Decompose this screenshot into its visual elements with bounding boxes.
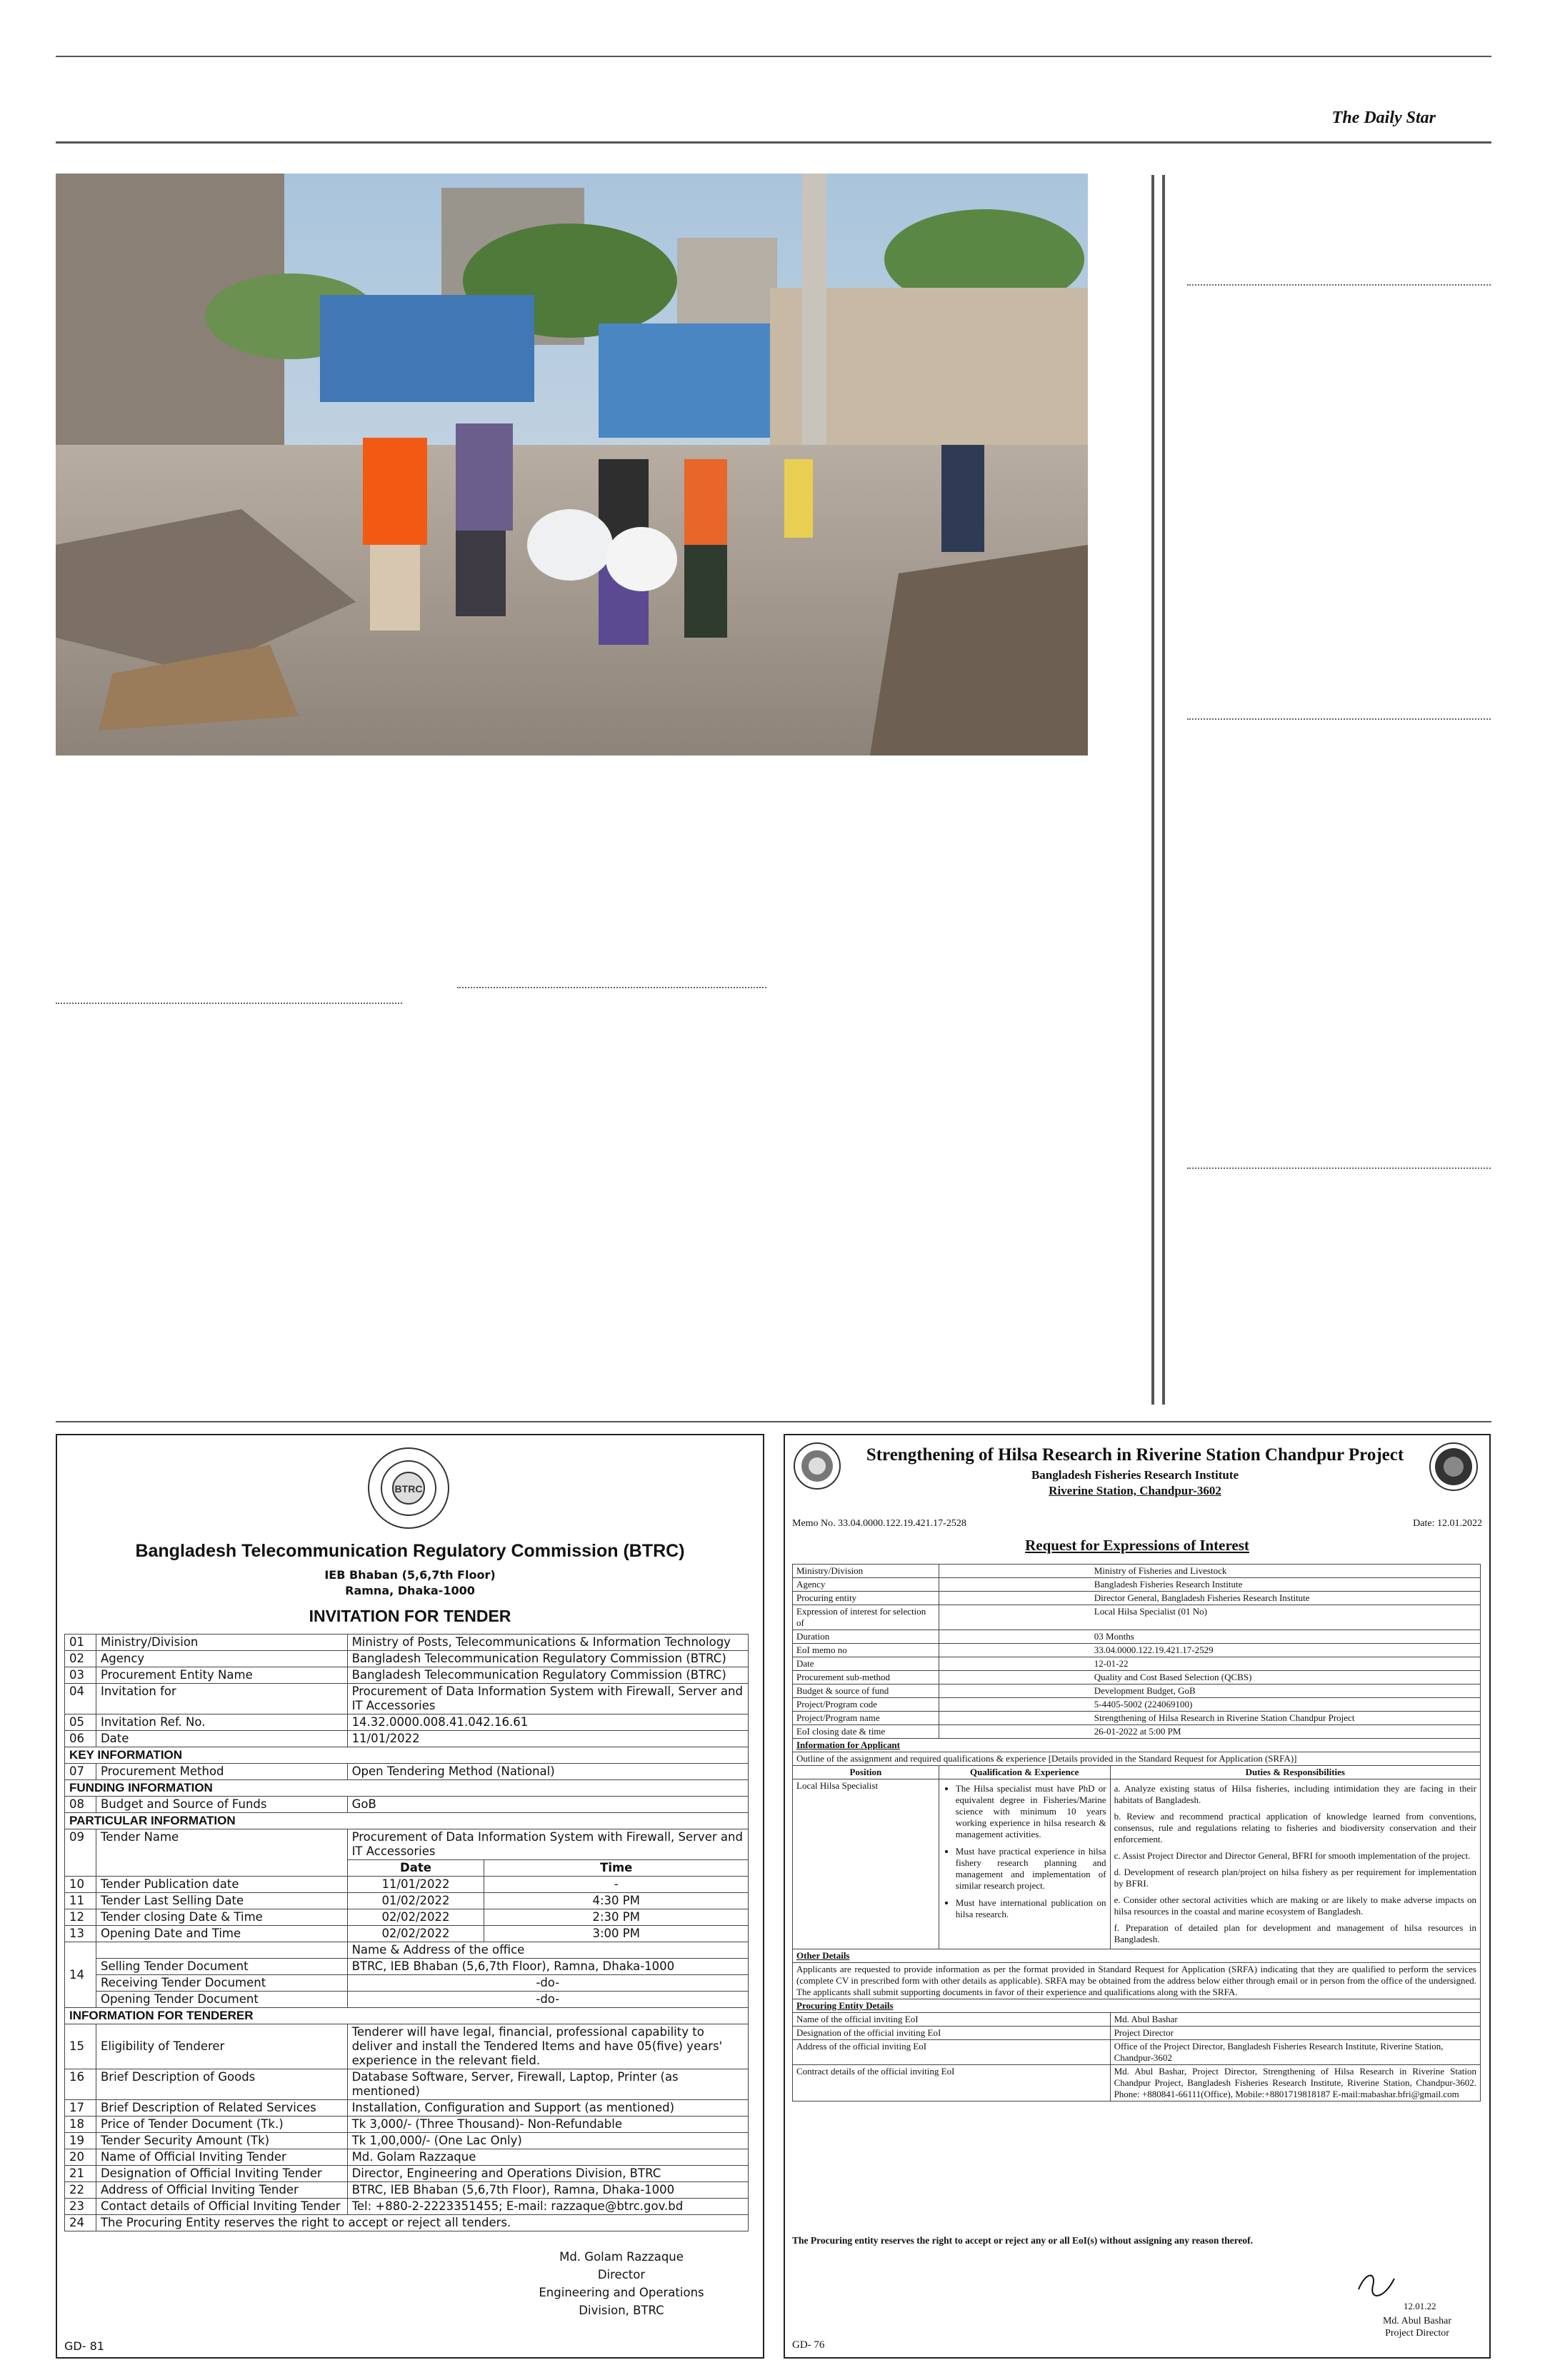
- table-row: EoI closing date & time 26-01-2022 at 5:00 PM: [793, 1725, 1481, 1739]
- table-row: Local Hilsa Specialist • The Hilsa specialist must have PhD or equivalent degree in Fisheries/Marine science with minimum 10 years working experience in hilsa research & management activities. • Must have practical experience in hilsa fishery research planning and management and implementation of similar research project. • Must have international publication on hilsa research. a. Analyze existing status of Hilsa fisheries, including intimidation they are facing in their habitats of Bangladesh. b. Review and recommend practical application of knowledge learned from conventions, consensus, rule and regulations relating to fisheries and biodiversity conservation and their enforcement. c. Assist Project Director and Director General, BFRI for smooth implementation of the project. d. Development of research plan/project on hilsa fishery as per requirement for implementation by BFRI. e. Consider other sectoral activities which are making or are likely to make adverse impacts on hilsa resources in the coastal and marine ecosystem of Bangladesh. f. Preparation of detailed plan for development and management of hilsa resources in Bangladesh.: [793, 1779, 1481, 1949]
- table-row: EoI memo no 33.04.0000.122.19.421.17-2529: [793, 1644, 1481, 1657]
- table-row: Applicants are requested to provide information as per the format provided in Standard Request for Application (SRFA) indicating that they are qualified to perform the services (complete CV in prescribed form with other details as applicable). SRFA may be obtained from the address below either through email or in person from the office of the undersigned. The applicants shall submit supporting documents in favor of their experience and qualifications along with the SRFA.: [793, 1963, 1481, 1999]
- table-row: 19 Tender Security Amount (Tk) Tk 1,00,000/- (One Lac Only): [65, 2133, 749, 2149]
- table-row: 17 Brief Description of Related Services Installation, Configuration and Support (as mentioned): [65, 2100, 749, 2117]
- table-row: 04 Invitation for Procurement of Data Information System with Firewall, Server and IT Accessories: [65, 1684, 749, 1714]
- section-header-row: [793, 1739, 1481, 1752]
- table-row: Procurement sub-method Quality and Cost Based Selection (QCBS): [793, 1671, 1481, 1684]
- sidebar-divider-right: [1162, 175, 1165, 1405]
- sidebar-divider-left: [1151, 175, 1154, 1405]
- btrc-tender-ad: [56, 1434, 764, 2359]
- news-photo: [56, 174, 1088, 755]
- btrc-address-line2: Ramna, Dhaka-1000: [345, 1584, 475, 1597]
- section-particular-information: PARTICULAR INFORMATION: [65, 1813, 749, 1829]
- table-row: 15 Eligibility of Tenderer Tenderer will have legal, financial, professional capability to deliver and install the Tendered Items and have 05(five) years' experience in the relevant field.: [65, 2024, 749, 2069]
- section-funding-information: FUNDING INFORMATION: [65, 1780, 749, 1797]
- govt-seal-logo: [792, 1441, 842, 1491]
- btrc-signature-block: Md. Golam Razzaque Director Engineering and Operations Division, BTRC: [539, 2250, 704, 2317]
- table-row: Date Time: [65, 1860, 749, 1877]
- table-row: 18 Price of Tender Document (Tk.) Tk 3,000/- (Three Thousand)- Non-Refundable: [65, 2117, 749, 2133]
- table-row: Duration 03 Months: [793, 1630, 1481, 1644]
- table-row: 13 Opening Date and Time 02/02/2022 3:00 PM: [65, 1926, 749, 1942]
- btrc-tender-table: [64, 1634, 749, 2231]
- table-row: 16 Brief Description of Goods Database Software, Server, Firewall, Laptop, Printer (as mentioned): [65, 2069, 749, 2100]
- table-row: 11 Tender Last Selling Date 01/02/2022 4:30 PM: [65, 1893, 749, 1909]
- table-row: Date 12-01-22: [793, 1657, 1481, 1671]
- table-row: Name of the official inviting EoI Md. Abul Bashar: [793, 2013, 1481, 2027]
- table-row: Project/Program code 5-4405-5002 (224069100): [793, 1698, 1481, 1712]
- table-row: Expression of interest for selection of Local Hilsa Specialist (01 No): [793, 1605, 1481, 1630]
- masthead-logo: The Daily Star: [1331, 109, 1436, 127]
- table-row: Ministry/Division Ministry of Fisheries and Livestock: [793, 1565, 1481, 1578]
- bfri-signature-date: 12.01.22: [1404, 2301, 1436, 2311]
- table-row: Designation of the official inviting EoI Project Director: [793, 2027, 1481, 2040]
- table-row: Procuring entity Director General, Bangladesh Fisheries Research Institute: [793, 1592, 1481, 1605]
- table-row: Receiving Tender Document -do-: [65, 1975, 749, 1992]
- table-row: Contract details of the official inviting EoI Md. Abul Bashar, Project Director, Strengthening of Hilsa Research in Riverine Station Chandpur Project, Bangladesh Fisheries Research Institute, Riverine Station, Chandpur-3602. Phone: +880841-66111(Office), Mobile:+8801719818187 E-mail:mabashar.bfri@gmail.com: [793, 2065, 1481, 2102]
- bfri-eoi-ad: [784, 1434, 1491, 2359]
- table-row: 06 Date 11/01/2022: [65, 1731, 749, 1747]
- btrc-address-line1: IEB Bhaban (5,6,7th Floor): [324, 1568, 496, 1582]
- table-row: 20 Name of Official Inviting Tender Md. Golam Razzaque: [65, 2149, 749, 2166]
- section-header-row: [65, 1813, 749, 1829]
- section-key-information: KEY INFORMATION: [65, 1747, 749, 1764]
- table-row: Address of the official inviting EoI Office of the Project Director, Bangladesh Fisheries Research Institute, Riverine Station, Chandpur-3602: [793, 2040, 1481, 2065]
- section-header-row: [65, 1780, 749, 1797]
- table-row: Opening Tender Document -do-: [65, 1992, 749, 2008]
- bfri-heading: Request for Expressions of Interest: [1025, 1537, 1249, 1554]
- bfri-memo: Memo No. 33.04.0000.122.19.421.17-2528: [792, 1518, 966, 1529]
- table-row: Outline of the assignment and required qualifications & experience [Details provided in the Standard Request for Application (SRFA)]: [793, 1752, 1481, 1766]
- table-row: 08 Budget and Source of Funds GoB: [65, 1797, 749, 1813]
- table-row: 23 Contact details of Official Inviting Tender Tel: +880-2-2223351455; E-mail: razzaque@btrc.gov.bd: [65, 2199, 749, 2215]
- table-row: Project/Program name Strengthening of Hilsa Research in Riverine Station Chandpur Project: [793, 1712, 1481, 1725]
- section-header-row: [65, 2008, 749, 2024]
- table-row: 22 Address of Official Inviting Tender BTRC, IEB Bhaban (5,6,7th Floor), Ramna, Dhaka-1000: [65, 2182, 749, 2199]
- signature-mark: [1355, 2268, 1398, 2304]
- section-header-row: [793, 1949, 1481, 1963]
- table-row: 01 Ministry/Division Ministry of Posts, Telecommunications & Information Technology: [65, 1635, 749, 1651]
- svg-text:BTRC: BTRC: [394, 1483, 423, 1495]
- column-dotted-rule-2: [56, 1003, 402, 1004]
- bfri-eoi-table: [792, 1564, 1481, 2102]
- bfri-signature-block: Md. Abul Bashar Project Director: [1382, 2316, 1452, 2339]
- btrc-seal-logo: [366, 1445, 451, 1531]
- bfri-subtitle: Bangladesh Fisheries Research Institute: [1031, 1468, 1239, 1482]
- top-rule: [56, 56, 1491, 57]
- btrc-title: Bangladesh Telecommunication Regulatory Commission (BTRC): [135, 1541, 685, 1561]
- column-dotted-rule-1: [457, 987, 766, 988]
- table-row: 14 Name & Address of the office: [65, 1942, 749, 1959]
- bfri-reserve-note: The Procuring entity reserves the right to accept or reject any or all EoI(s) without assigning any reason thereof.: [792, 2235, 1254, 2246]
- table-row: 07 Procurement Method Open Tendering Method (National): [65, 1764, 749, 1780]
- btrc-heading: INVITATION FOR TENDER: [309, 1607, 511, 1625]
- bfri-station: Riverine Station, Chandpur-3602: [1049, 1484, 1221, 1497]
- table-row: 21 Designation of Official Inviting Tender Director, Engineering and Operations Division, BTRC: [65, 2166, 749, 2182]
- bfri-date: Date: 12.01.2022: [1413, 1518, 1482, 1529]
- bfri-gd-number: GD- 76: [792, 2339, 825, 2351]
- table-row: 24 The Procuring Entity reserves the right to accept or reject all tenders.: [65, 2215, 749, 2231]
- bfri-title: Strengthening of Hilsa Research in Riverine Station Chandpur Project: [866, 1445, 1404, 1465]
- bfri-logo: [1428, 1441, 1479, 1492]
- table-row: 03 Procurement Entity Name Bangladesh Telecommunication Regulatory Commission (BTRC): [65, 1667, 749, 1684]
- table-row: 09 Tender Name Procurement of Data Information System with Firewall, Server and IT Accessories: [65, 1829, 749, 1860]
- section-header-row: [793, 1999, 1481, 2013]
- sidebar-dotted-rule-2: [1187, 718, 1491, 720]
- section-header-row: [65, 1747, 749, 1764]
- table-row: Agency Bangladesh Fisheries Research Institute: [793, 1578, 1481, 1592]
- qualifications-cell: • The Hilsa specialist must have PhD or equivalent degree in Fisheries/Marine science with minimum 10 years working experience in hilsa research & management activities. • Must have practical experience in hilsa fishery research planning and management and implementation of similar research project. • Must have international publication on hilsa research.: [939, 1779, 1110, 1949]
- section-information-for-applicant: Information for Applicant: [793, 1739, 1481, 1752]
- table-row: 12 Tender closing Date & Time 02/02/2022 2:30 PM: [65, 1909, 749, 1926]
- section-other-details: Other Details: [793, 1949, 1481, 1963]
- ads-rule: [56, 1421, 1491, 1422]
- section-tenderer-information: INFORMATION FOR TENDERER: [65, 2008, 749, 2024]
- table-header-row: Position Qualification & Experience Duties & Responsibilities: [793, 1766, 1481, 1779]
- table-row: 05 Invitation Ref. No. 14.32.0000.008.41.042.16.61: [65, 1714, 749, 1731]
- table-row: 02 Agency Bangladesh Telecommunication Regulatory Commission (BTRC): [65, 1651, 749, 1667]
- section-procuring-entity-details: Procuring Entity Details: [793, 1999, 1481, 2013]
- table-row: Selling Tender Document BTRC, IEB Bhaban (5,6,7th Floor), Ramna, Dhaka-1000: [65, 1959, 749, 1975]
- sidebar-dotted-rule-3: [1187, 1168, 1491, 1169]
- table-row: 10 Tender Publication date 11/01/2022 -: [65, 1877, 749, 1893]
- rubble-scene-image: [56, 174, 1088, 755]
- sidebar-dotted-rule-1: [1187, 284, 1491, 286]
- btrc-gd-number: GD- 81: [64, 2339, 104, 2353]
- table-row: Budget & source of fund Development Budget, GoB: [793, 1684, 1481, 1698]
- header-rule: [56, 141, 1491, 144]
- duties-cell: a. Analyze existing status of Hilsa fisheries, including intimidation they are facing in their habitats of Bangladesh. b. Review and recommend practical application of knowledge learned from conventions, consensus, rule and regulations relating to fisheries and biodiversity conservation and their enforcement. c. Assist Project Director and Director General, BFRI for smooth implementation of the project. d. Development of research plan/project on hilsa fishery as per requirement for implementation by BFRI. e. Consider other sectoral activities which are making or are likely to make adverse impacts on hilsa resources in the coastal and marine ecosystem of Bangladesh. f. Preparation of detailed plan for development and management of hilsa resources in Bangladesh.: [1110, 1779, 1480, 1949]
